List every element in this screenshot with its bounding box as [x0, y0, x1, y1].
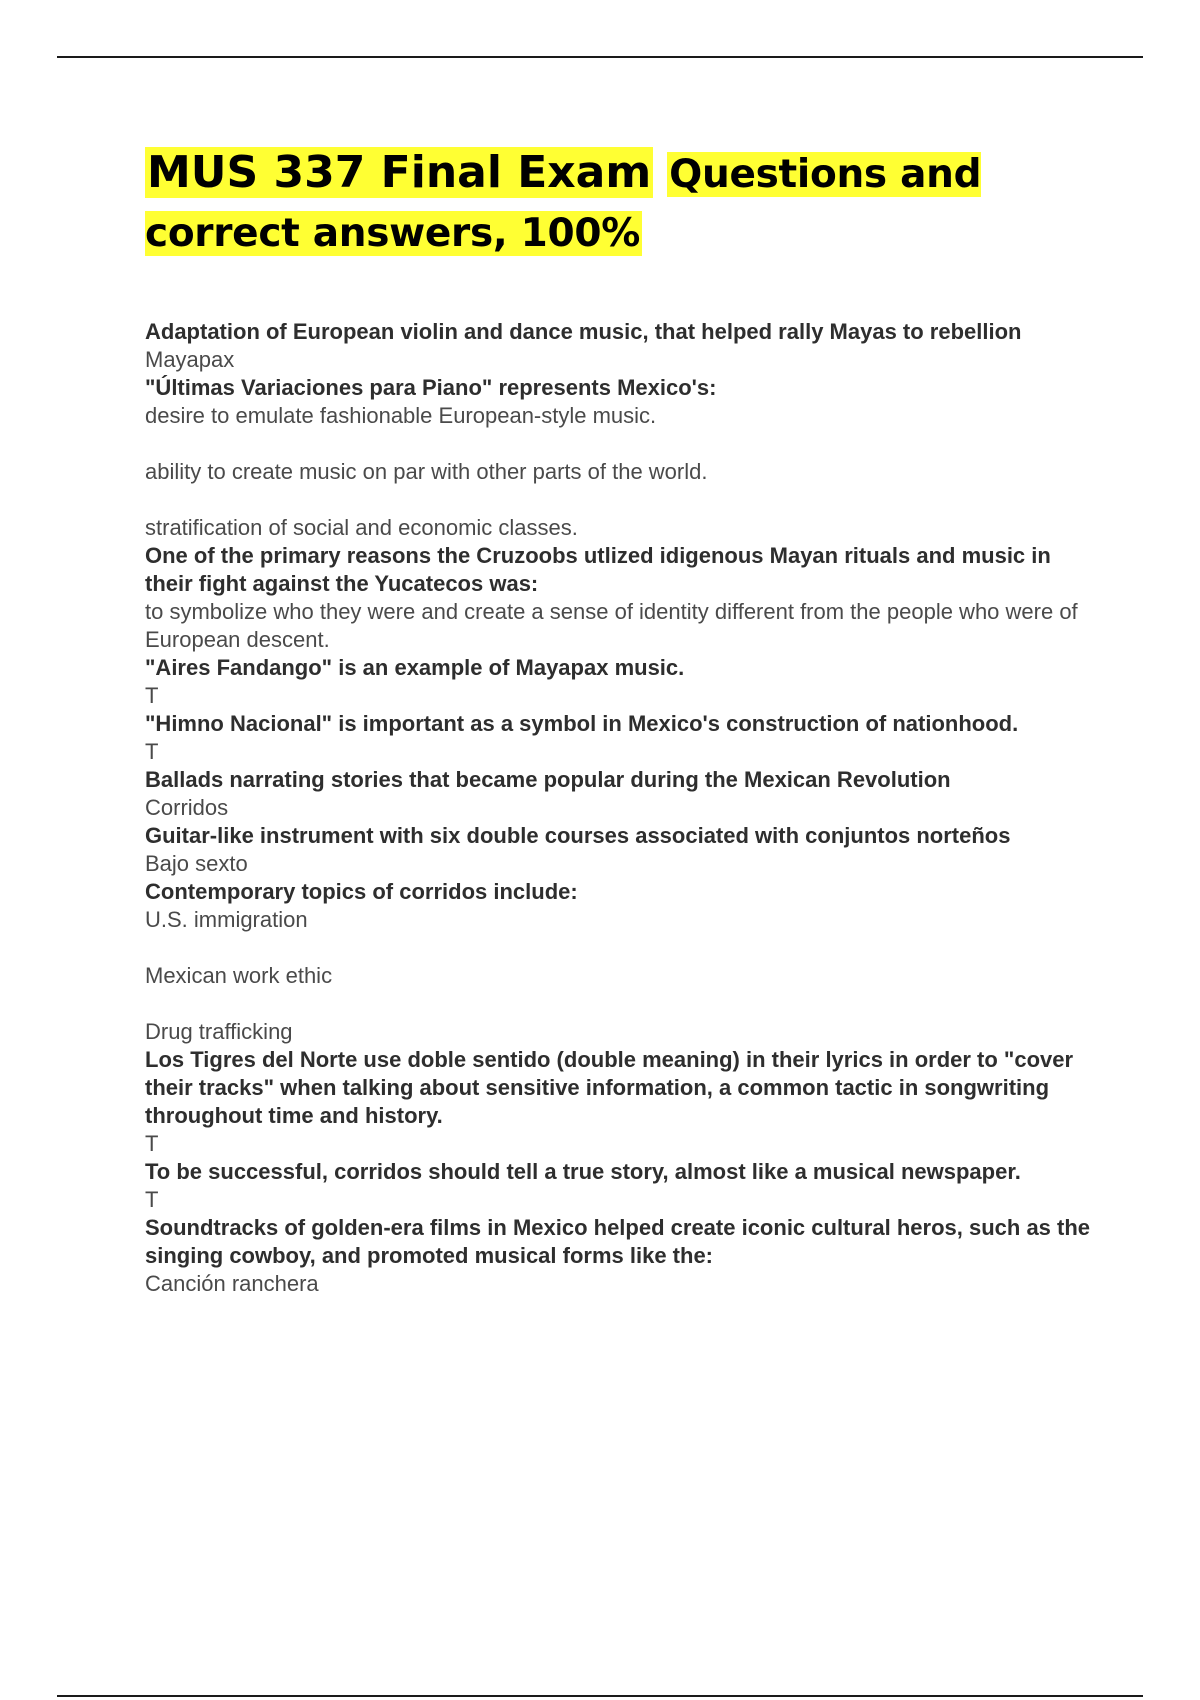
- qa-item: [145, 542, 1095, 654]
- answer-text: ability to create music on par with other parts of the world.: [145, 459, 708, 484]
- answer-text: Mexican work ethic: [145, 963, 333, 988]
- qa-item: [145, 878, 1095, 1046]
- answer-gap: [145, 934, 1095, 962]
- answer-text: stratification of social and economic classes.: [145, 515, 578, 540]
- answer-gap: [145, 990, 1095, 1018]
- qa-item: [145, 654, 1095, 710]
- answer-text: Bajo sexto: [145, 851, 248, 876]
- question-text: Soundtracks of golden-era films in Mexico helped create iconic cultural heros, such as the singing cowboy, and promoted musical forms like the:: [145, 1215, 1091, 1268]
- question-text: To be successful, corridos should tell a true story, almost like a musical newspaper.: [145, 1159, 1021, 1184]
- bottom-rule: [57, 1695, 1143, 1697]
- qa-item: [145, 374, 1095, 542]
- title-course: MUS 337 Final Exam: [147, 147, 652, 198]
- qa-item: [145, 822, 1095, 878]
- answer-gap: [145, 486, 1095, 514]
- title-subtitle: Questions and correct answers, 100%: [145, 152, 982, 256]
- answer-text: Canción ranchera: [145, 1271, 319, 1296]
- qa-item: [145, 318, 1095, 374]
- question-text: Ballads narrating stories that became popular during the Mexican Revolution: [145, 767, 951, 792]
- answer-text: T: [145, 1187, 159, 1212]
- document-title: [145, 143, 1095, 263]
- qa-item: [145, 1158, 1095, 1214]
- answer-gap: [145, 430, 1095, 458]
- question-text: "Últimas Variaciones para Piano" represents Mexico's:: [145, 375, 717, 400]
- question-text: Adaptation of European violin and dance music, that helped rally Mayas to rebellion: [145, 319, 1022, 344]
- answer-text: to symbolize who they were and create a sense of identity different from the people who were of European descent.: [145, 599, 1078, 652]
- qa-item: [145, 710, 1095, 766]
- question-text: Los Tigres del Norte use doble sentido (double meaning) in their lyrics in order to "cover their tracks" when talking about sensitive information, a common tactic in songwriting throughout time and history.: [145, 1047, 1074, 1128]
- question-text: Guitar-like instrument with six double courses associated with conjuntos norteños: [145, 823, 1011, 848]
- question-text: "Himno Nacional" is important as a symbol in Mexico's construction of nationhood.: [145, 711, 1019, 736]
- answer-text: U.S. immigration: [145, 907, 308, 932]
- qa-item: [145, 1046, 1095, 1158]
- answer-text: T: [145, 739, 159, 764]
- answer-text: desire to emulate fashionable European-style music.: [145, 403, 657, 428]
- answer-text: T: [145, 1131, 159, 1156]
- question-text: Contemporary topics of corridos include:: [145, 879, 578, 904]
- question-text: "Aires Fandango" is an example of Mayapax music.: [145, 655, 685, 680]
- qa-item: [145, 1214, 1095, 1298]
- answer-text: Drug trafficking: [145, 1019, 293, 1044]
- question-text: One of the primary reasons the Cruzoobs utlized idigenous Mayan rituals and music in their fight against the Yucatecos was:: [145, 543, 1051, 596]
- qa-item: [145, 766, 1095, 822]
- top-rule: [57, 56, 1143, 58]
- answer-text: T: [145, 683, 159, 708]
- answer-text: Mayapax: [145, 347, 235, 372]
- qa-list: [145, 318, 1095, 1298]
- answer-text: Corridos: [145, 795, 229, 820]
